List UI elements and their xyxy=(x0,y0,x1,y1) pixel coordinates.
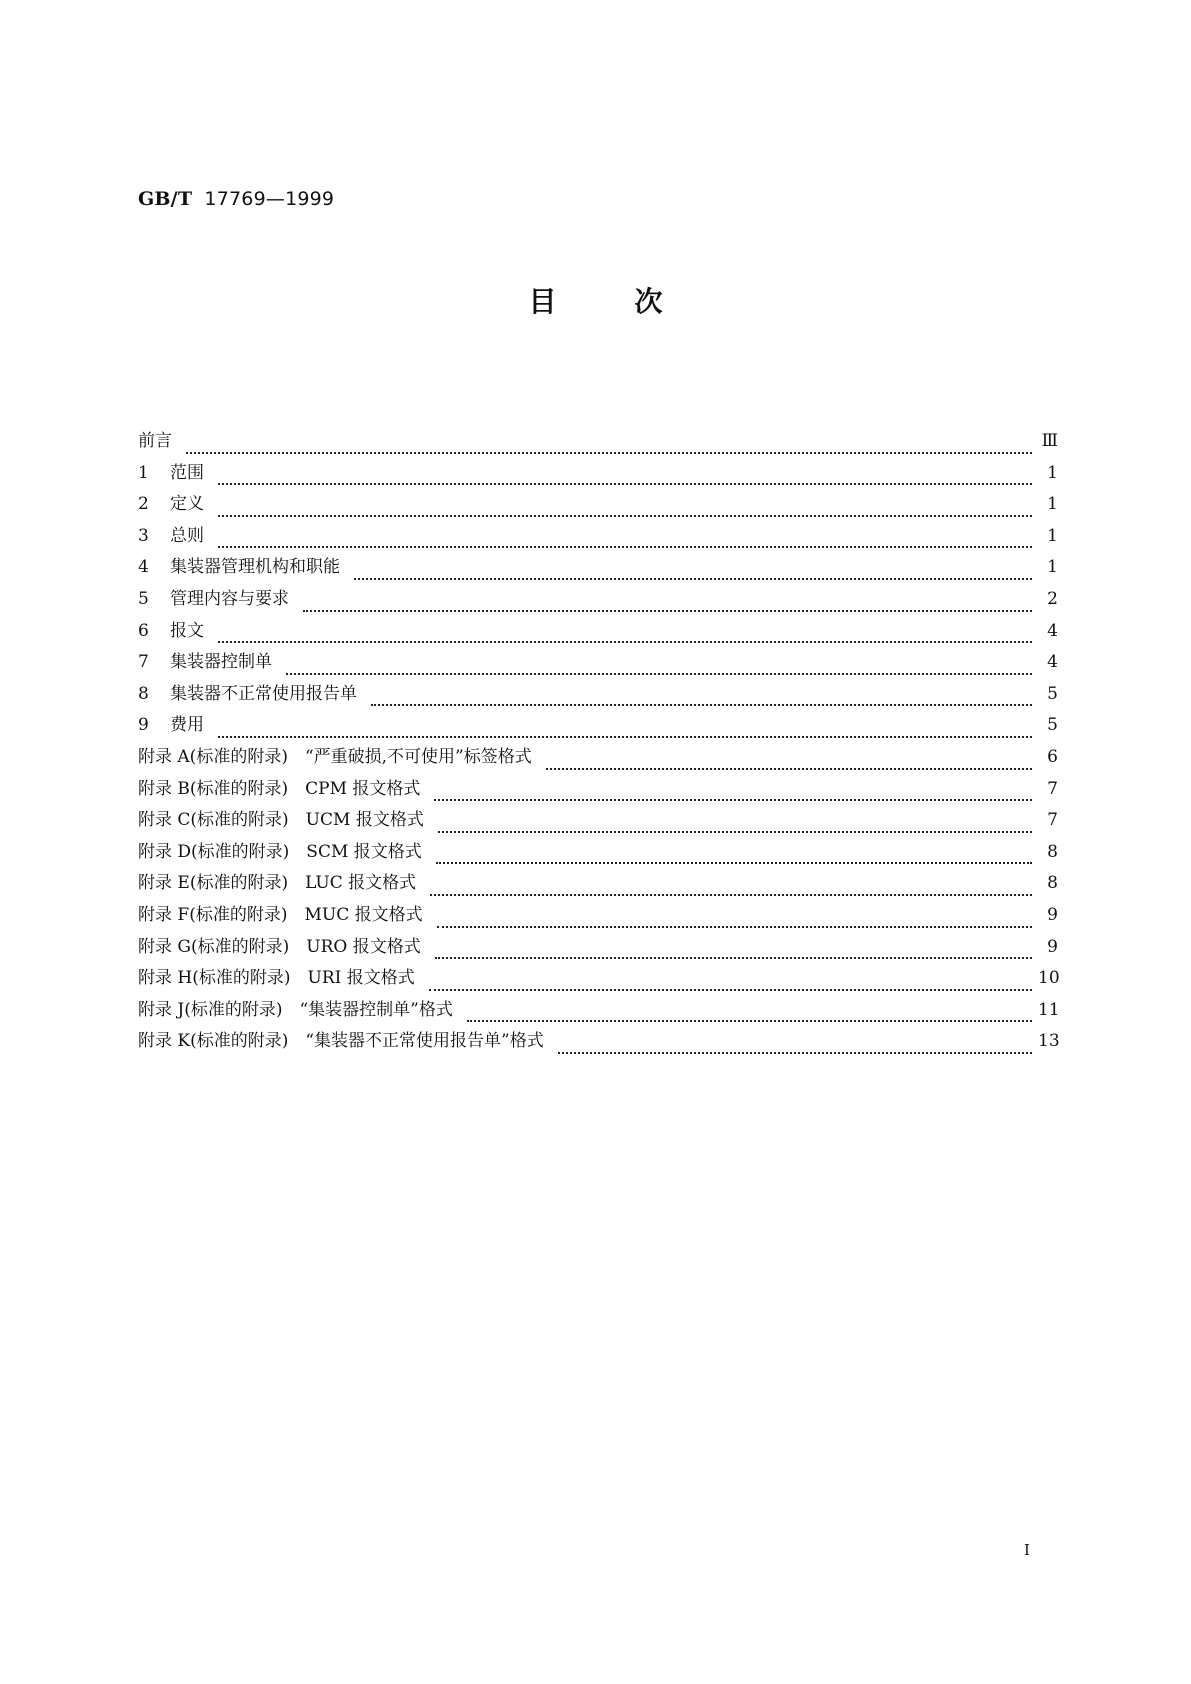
toc-entry[interactable] xyxy=(138,584,1058,616)
toc-entry-title xyxy=(138,774,428,799)
toc-entry[interactable] xyxy=(138,647,1058,679)
toc-entry-title xyxy=(138,837,430,862)
toc-entry-title xyxy=(138,679,365,704)
toc-entry[interactable] xyxy=(138,742,1058,774)
toc-entry[interactable] xyxy=(138,489,1058,521)
toc-entry-page: 1 xyxy=(1047,557,1058,578)
toc-entry-title xyxy=(138,963,423,988)
toc-entry-page: 9 xyxy=(1047,936,1058,957)
toc-entry-label: 附录 E(标准的附录) LUC 报文格式 xyxy=(138,873,417,894)
toc-entry-title xyxy=(138,521,212,546)
toc-leader-dots xyxy=(546,768,1032,770)
toc-entry[interactable] xyxy=(138,995,1058,1027)
standard-number: 17769—1999 xyxy=(204,188,335,210)
toc-entry-title xyxy=(138,710,212,735)
toc-leader-dots xyxy=(434,799,1032,801)
standard-code: GB/T xyxy=(138,188,193,210)
toc-leader-dots xyxy=(303,610,1032,612)
toc-entry-label: 附录 F(标准的附录) MUC 报文格式 xyxy=(138,904,423,925)
toc-entry-page: 7 xyxy=(1047,810,1058,831)
toc-entry-label: 附录 K(标准的附录) “集装器不正常使用报告单”格式 xyxy=(138,1031,544,1052)
toc-entry-title xyxy=(138,1026,552,1051)
toc-entry-label: 前言 xyxy=(138,431,172,451)
toc-entry[interactable] xyxy=(138,552,1058,584)
toc-entry-page: 1 xyxy=(1047,462,1058,483)
toc-entry-page: 7 xyxy=(1047,778,1058,799)
toc-entry-number: 2 xyxy=(138,494,149,515)
toc-entry[interactable] xyxy=(138,458,1058,490)
toc-entry[interactable] xyxy=(138,963,1058,995)
toc-entry-number: 9 xyxy=(138,715,149,736)
toc-entry[interactable] xyxy=(138,774,1058,806)
toc-leader-dots xyxy=(558,1052,1032,1054)
toc-entry-label: 管理内容与要求 xyxy=(170,588,289,609)
toc-entry-page: 4 xyxy=(1047,652,1058,673)
toc-leader-dots xyxy=(435,957,1032,959)
toc-entry-page: 10 xyxy=(1038,968,1060,989)
toc-entry-title xyxy=(138,742,540,767)
toc-leader-dots xyxy=(438,831,1032,833)
toc-entry-page: Ⅲ xyxy=(1041,431,1058,451)
toc-entry[interactable] xyxy=(138,616,1058,648)
toc-leader-dots xyxy=(218,515,1032,517)
toc-entry-number: 3 xyxy=(138,525,149,546)
toc-leader-dots xyxy=(218,736,1032,738)
toc-leader-dots xyxy=(286,673,1032,675)
toc-leader-dots xyxy=(467,1020,1032,1022)
toc-entry-label: 附录 G(标准的附录) URO 报文格式 xyxy=(138,936,421,957)
toc-entry-title xyxy=(138,932,429,957)
toc-leader-dots xyxy=(218,546,1032,548)
toc-entry-label: 集装器不正常使用报告单 xyxy=(170,683,357,704)
toc-leader-dots xyxy=(218,641,1032,643)
table-of-contents xyxy=(138,426,1058,1058)
toc-entry-label: 报文 xyxy=(170,620,204,641)
toc-entry-label: 附录 C(标准的附录) UCM 报文格式 xyxy=(138,810,424,831)
toc-entry-title xyxy=(138,552,348,577)
toc-entry-title xyxy=(138,426,180,451)
toc-entry-label: 附录 D(标准的附录) SCM 报文格式 xyxy=(138,841,422,862)
toc-entry-page: 13 xyxy=(1038,1031,1060,1052)
toc-entry-page: 8 xyxy=(1047,841,1058,862)
toc-entry-label: 附录 A(标准的附录) “严重破损,不可使用”标签格式 xyxy=(138,746,532,767)
toc-entry-number: 4 xyxy=(138,557,149,578)
toc-entry-label: 附录 J(标准的附录) “集装器控制单”格式 xyxy=(138,999,453,1020)
toc-entry[interactable] xyxy=(138,521,1058,553)
toc-entry-page: 1 xyxy=(1047,525,1058,546)
standard-header xyxy=(138,188,334,210)
toc-leader-dots xyxy=(436,862,1032,864)
toc-leader-dots xyxy=(430,894,1032,896)
toc-entry[interactable] xyxy=(138,868,1058,900)
toc-leader-dots xyxy=(354,578,1032,580)
toc-entry-number: 1 xyxy=(138,462,149,483)
toc-entry-page: 1 xyxy=(1047,494,1058,515)
toc-entry[interactable] xyxy=(138,837,1058,869)
toc-entry-page: 5 xyxy=(1047,683,1058,704)
toc-entry[interactable] xyxy=(138,1026,1058,1058)
toc-entry-page: 4 xyxy=(1047,620,1058,641)
toc-entry-label: 费用 xyxy=(170,715,204,736)
toc-entry-label: 集装器控制单 xyxy=(170,652,272,673)
toc-entry-number: 8 xyxy=(138,683,149,704)
toc-entry-label: 集装器管理机构和职能 xyxy=(170,557,340,578)
toc-heading: 目次 xyxy=(528,285,741,318)
toc-entry-label: 定义 xyxy=(170,494,204,515)
toc-entry-label: 范围 xyxy=(170,462,204,483)
toc-entry-page: 2 xyxy=(1047,588,1058,609)
toc-leader-dots xyxy=(218,483,1032,485)
toc-entry-title xyxy=(138,900,431,925)
toc-entry-title xyxy=(138,647,280,672)
toc-leader-dots xyxy=(371,704,1032,706)
toc-entry-label: 附录 H(标准的附录) URI 报文格式 xyxy=(138,968,415,989)
toc-entry[interactable] xyxy=(138,710,1058,742)
toc-entry-title xyxy=(138,584,297,609)
toc-entry[interactable] xyxy=(138,805,1058,837)
toc-entry-number: 7 xyxy=(138,652,149,673)
toc-entry-title xyxy=(138,458,212,483)
toc-leader-dots xyxy=(437,926,1032,928)
toc-entry[interactable] xyxy=(138,679,1058,711)
toc-entry-page: 11 xyxy=(1038,999,1060,1020)
toc-entry-title xyxy=(138,489,212,514)
toc-entry-page: 9 xyxy=(1047,904,1058,925)
toc-entry-label: 附录 B(标准的附录) CPM 报文格式 xyxy=(138,778,421,799)
toc-entry-title xyxy=(138,995,461,1020)
toc-entry-page: 6 xyxy=(1047,746,1058,767)
page-folio: Ⅰ xyxy=(1024,1541,1030,1559)
toc-entry-title xyxy=(138,868,424,893)
toc-entry-label: 总则 xyxy=(170,525,204,546)
toc-leader-dots xyxy=(186,452,1032,454)
toc-entry-number: 5 xyxy=(138,588,149,609)
toc-entry-title xyxy=(138,616,212,641)
toc-entry[interactable] xyxy=(138,426,1058,458)
toc-entry[interactable] xyxy=(138,932,1058,964)
toc-entry-title xyxy=(138,805,432,830)
toc-entry-page: 5 xyxy=(1047,715,1058,736)
toc-entry-number: 6 xyxy=(138,620,149,641)
toc-entry-page: 8 xyxy=(1047,873,1058,894)
toc-entry[interactable] xyxy=(138,900,1058,932)
toc-leader-dots xyxy=(429,989,1032,991)
